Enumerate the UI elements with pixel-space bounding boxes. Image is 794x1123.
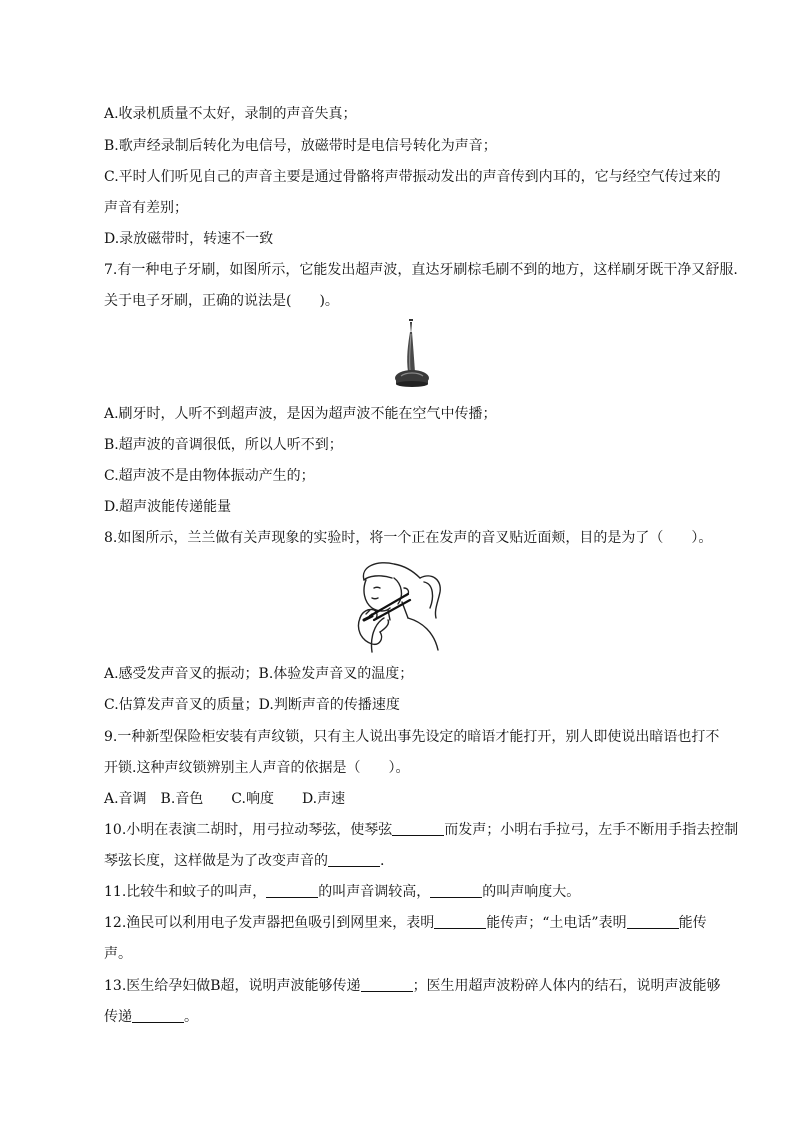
q10-answer-blank-2[interactable] — [328, 852, 380, 867]
q13-text-c: 传递 — [104, 1009, 132, 1025]
q6-option-c-line1: C.平时人们听见自己的声音主要是通过骨骼将声带振动发出的声音传到内耳的，它与经空气传过来的 — [104, 169, 721, 185]
q13-answer-blank-1[interactable] — [361, 977, 413, 992]
q9-stem-line1: 9.一种新型保险柜安装有声纹锁，只有主人说出事先设定的暗语才能打开，别人即使说出暗语也打不 — [104, 729, 720, 745]
q13-answer-blank-2[interactable] — [132, 1008, 184, 1023]
q11-answer-blank-2[interactable] — [430, 883, 482, 898]
girl-tuning-fork-figure — [350, 558, 460, 654]
q10-text-a: 10.小明在表演二胡时，用弓拉动琴弦，使琴弦 — [104, 822, 393, 838]
q13-line2 — [104, 1007, 706, 1027]
electric-toothbrush-figure — [392, 318, 442, 392]
q10-text-b: 而发声；小明右手拉弓，左手不断用手指去控制 — [444, 822, 739, 838]
q12-answer-blank-1[interactable] — [434, 914, 486, 929]
q9-stem-line2: 开锁.这种声纹锁辨别主人声音的依据是（ ）。 — [104, 760, 410, 776]
q8-stem: 8.如图所示，兰兰做有关声现象的实验时，将一个正在发声的音叉贴近面颊，目的是为了（ ）。 — [104, 530, 713, 546]
q7-stem-line1: 7.有一种电子牙刷，如图所示，它能发出超声波，直达牙刷棕毛刷不到的地方，这样刷牙既干净又舒服. — [104, 262, 738, 278]
q6-option-d: D.录放磁带时，转速不一致 — [104, 231, 274, 247]
q7-option-c: C.超声波不是由物体振动产生的； — [104, 468, 315, 484]
q13-text-d: 。 — [184, 1009, 198, 1025]
q7-option-d: D.超声波能传递能量 — [104, 499, 232, 515]
q12-answer-blank-2[interactable] — [627, 914, 679, 929]
q12-text-c: 能传 — [678, 915, 707, 931]
q6-option-c-line2: 声音有差别； — [104, 200, 188, 216]
q10-text-c: 琴弦长度，这样做是为了改变声音的 — [104, 853, 328, 869]
q10-line1 — [104, 820, 739, 840]
q11-line — [104, 882, 706, 902]
q11-answer-blank-1[interactable] — [266, 883, 318, 898]
q10-line2 — [104, 851, 706, 871]
q7-option-a: A.刷牙时，人听不到超声波，是因为超声波不能在空气中传播； — [104, 406, 497, 422]
q12-line1 — [104, 913, 706, 933]
q10-text-d: . — [380, 853, 385, 869]
q8-options-line1: A.感受发声音叉的振动；B.体验发声音叉的温度； — [104, 666, 414, 682]
q13-line1 — [104, 976, 721, 996]
q10-answer-blank-1[interactable] — [392, 821, 444, 836]
q12-text-b: 能传声；“土电话”表明 — [486, 915, 627, 931]
q7-option-b: B.超声波的音调很低，所以人听不到； — [104, 437, 343, 453]
q7-stem-line2: 关于电子牙刷，正确的说法是( )。 — [104, 293, 339, 309]
q11-text-a: 11.比较牛和蚊子的叫声， — [104, 884, 267, 900]
q6-option-b: B.歌声经录制后转化为电信号，放磁带时是电信号转化为声音； — [104, 138, 497, 154]
q12-text-a: 12.渔民可以利用电子发声器把鱼吸引到网里来，表明 — [104, 915, 435, 931]
q11-text-b: 的叫声音调较高， — [318, 884, 431, 900]
q6-option-a: A.收录机质量不太好，录制的声音失真； — [104, 106, 357, 122]
q13-text-b: ；医生用超声波粉碎人体内的结石，说明声波能够 — [412, 978, 721, 994]
q8-options-line2: C.估算发声音叉的质量；D.判断声音的传播速度 — [104, 697, 400, 713]
q11-text-c: 的叫声响度大。 — [482, 884, 581, 900]
q12-line2: 声。 — [104, 946, 132, 962]
q9-options: A.音调 B.音色 C.响度 D.声速 — [104, 791, 346, 807]
q13-text-a: 13.医生给孕妇做B超，说明声波能够传递 — [104, 978, 361, 994]
